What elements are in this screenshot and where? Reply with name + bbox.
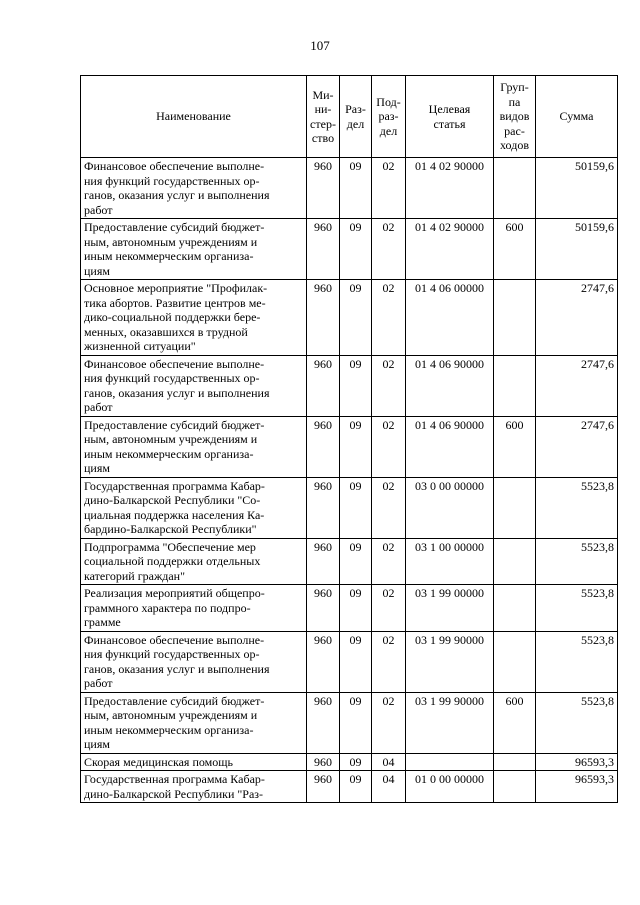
cell-subsection: 02 [372,538,406,585]
cell-expense-group [494,355,536,416]
cell-target-article [406,753,494,771]
header-subsection: Под- раз- дел [372,76,406,158]
cell-target-article: 01 4 02 90000 [406,219,494,280]
table-row [81,771,618,803]
cell-ministry: 960 [307,753,340,771]
cell-target-article: 01 4 02 90000 [406,158,494,219]
cell-expense-group [494,280,536,356]
cell-section: 09 [340,692,372,753]
cell-ministry: 960 [307,538,340,585]
cell-name: Государственная программа Кабар- дино-Балкарской Республики "Со- циальная поддержка населения Ка- бардино-Балкарской Республики" [81,477,307,538]
cell-amount: 5523,8 [536,631,618,692]
cell-name: Реализация мероприятий общепро- граммного характера по подпро- грамме [81,585,307,632]
cell-target-article: 01 4 06 90000 [406,416,494,477]
table-row [81,585,618,632]
cell-subsection: 02 [372,585,406,632]
header-expense-group: Груп- па видов рас- ходов [494,76,536,158]
cell-subsection: 02 [372,158,406,219]
cell-section: 09 [340,771,372,803]
cell-expense-group [494,158,536,219]
header-amount: Сумма [536,76,618,158]
cell-expense-group: 600 [494,416,536,477]
table-row [81,477,618,538]
cell-section: 09 [340,416,372,477]
cell-subsection: 02 [372,219,406,280]
cell-expense-group [494,631,536,692]
cell-target-article: 01 0 00 00000 [406,771,494,803]
cell-name: Финансовое обеспечение выполне- ния функций государственных ор- ганов, оказания услуг и выполнения работ [81,631,307,692]
table-row [81,355,618,416]
cell-subsection: 04 [372,753,406,771]
cell-amount: 96593,3 [536,771,618,803]
table-row [81,416,618,477]
table-body [81,158,618,803]
cell-amount: 2747,6 [536,280,618,356]
cell-ministry: 960 [307,280,340,356]
cell-subsection: 02 [372,416,406,477]
page-number: 107 [310,38,330,53]
table-row [81,158,618,219]
cell-amount: 2747,6 [536,355,618,416]
cell-section: 09 [340,355,372,416]
cell-ministry: 960 [307,158,340,219]
cell-amount: 5523,8 [536,477,618,538]
cell-subsection: 02 [372,477,406,538]
table-row [81,538,618,585]
cell-name: Предоставление субсидий бюджет- ным, автономным учреждениям и иным некоммерческим организа- циям [81,416,307,477]
cell-section: 09 [340,477,372,538]
cell-amount: 5523,8 [536,585,618,632]
cell-name: Предоставление субсидий бюджет- ным, автономным учреждениям и иным некоммерческим организа- циям [81,219,307,280]
table-header-row [81,76,618,158]
cell-ministry: 960 [307,355,340,416]
cell-name: Скорая медицинская помощь [81,753,307,771]
cell-subsection: 02 [372,280,406,356]
cell-section: 09 [340,631,372,692]
cell-name: Государственная программа Кабар- дино-Балкарской Республики "Раз- [81,771,307,803]
cell-name: Предоставление субсидий бюджет- ным, автономным учреждениям и иным некоммерческим организа- циям [81,692,307,753]
cell-target-article: 01 4 06 90000 [406,355,494,416]
cell-target-article: 03 0 00 00000 [406,477,494,538]
table-row [81,280,618,356]
header-name: Наименование [81,76,307,158]
cell-subsection: 02 [372,692,406,753]
cell-target-article: 01 4 06 00000 [406,280,494,356]
cell-name: Основное мероприятие "Профилак- тика абортов. Развитие центров ме- дико-социальной поддержки бере- менных, оказавшихся в трудной жизненной ситуации" [81,280,307,356]
cell-name: Финансовое обеспечение выполне- ния функций государственных ор- ганов, оказания услуг и выполнения работ [81,158,307,219]
cell-section: 09 [340,158,372,219]
cell-target-article: 03 1 99 90000 [406,692,494,753]
header-ministry: Ми- ни- стер- ство [307,76,340,158]
table-row [81,631,618,692]
cell-section: 09 [340,280,372,356]
cell-section: 09 [340,219,372,280]
cell-expense-group [494,477,536,538]
cell-amount: 5523,8 [536,538,618,585]
cell-ministry: 960 [307,416,340,477]
cell-expense-group: 600 [494,692,536,753]
table-row [81,753,618,771]
cell-expense-group: 600 [494,219,536,280]
table-row [81,219,618,280]
cell-section: 09 [340,585,372,632]
cell-amount: 2747,6 [536,416,618,477]
cell-ministry: 960 [307,477,340,538]
table-row [81,692,618,753]
cell-subsection: 02 [372,631,406,692]
cell-amount: 5523,8 [536,692,618,753]
cell-expense-group [494,753,536,771]
cell-ministry: 960 [307,631,340,692]
cell-target-article: 03 1 99 90000 [406,631,494,692]
cell-expense-group [494,538,536,585]
cell-expense-group [494,585,536,632]
budget-table [80,75,618,803]
cell-amount: 96593,3 [536,753,618,771]
cell-ministry: 960 [307,585,340,632]
cell-section: 09 [340,538,372,585]
cell-ministry: 960 [307,771,340,803]
cell-target-article: 03 1 00 00000 [406,538,494,585]
cell-ministry: 960 [307,219,340,280]
cell-subsection: 04 [372,771,406,803]
cell-amount: 50159,6 [536,219,618,280]
cell-name: Подпрограмма "Обеспечение мер социальной поддержки отдельных категорий граждан" [81,538,307,585]
cell-ministry: 960 [307,692,340,753]
cell-name: Финансовое обеспечение выполне- ния функций государственных ор- ганов, оказания услуг и выполнения работ [81,355,307,416]
cell-target-article: 03 1 99 00000 [406,585,494,632]
cell-expense-group [494,771,536,803]
cell-section: 09 [340,753,372,771]
header-section: Раз- дел [340,76,372,158]
header-target-article: Целевая статья [406,76,494,158]
cell-amount: 50159,6 [536,158,618,219]
cell-subsection: 02 [372,355,406,416]
